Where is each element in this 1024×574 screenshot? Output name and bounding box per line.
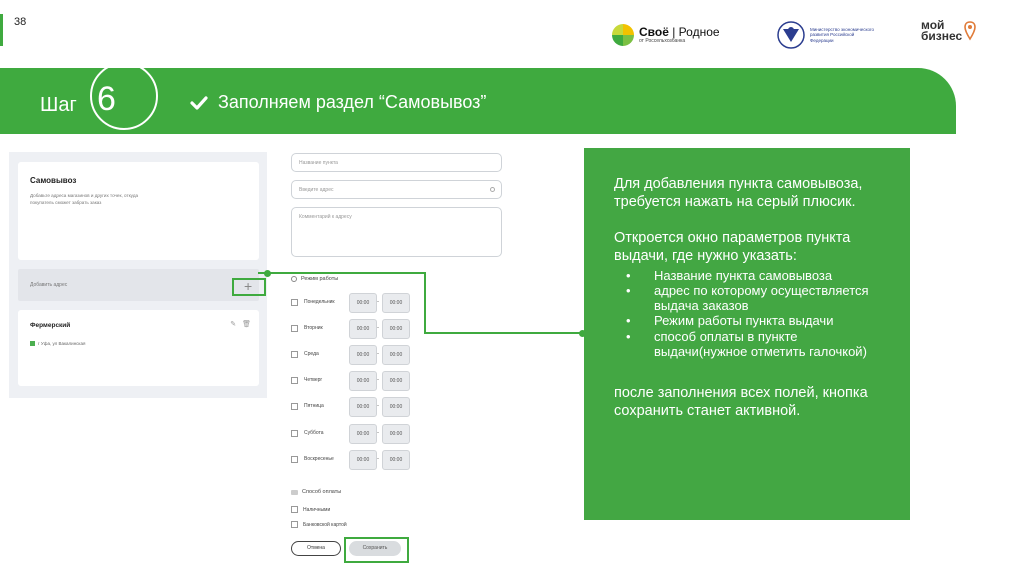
time-to-input[interactable]: 00:00 [382,397,410,417]
farm-address-text: г Уфа, ул Вакалинская [38,341,86,346]
time-from-input[interactable]: 00:00 [349,450,377,470]
time-dash: - [377,456,379,462]
instruction-list-item: • способ оплаты в пункте выдачи(нужное отметить галочкой) [614,329,882,359]
plus-icon[interactable]: + [244,278,253,294]
wallet-icon [291,490,298,495]
payment-method-text: Способ оплаты [302,489,342,495]
day-checkbox[interactable] [291,456,298,463]
time-to-input[interactable]: 00:00 [382,293,410,313]
pickup-card-title: Самовывоз [30,176,77,185]
day-row [291,450,421,470]
farm-card-title: Фермерский [30,322,71,329]
day-row [291,319,421,339]
payment-option-cash[interactable] [291,506,330,513]
time-dash: - [377,403,379,409]
instruction-list [614,268,882,359]
payment-option-label: Банковской картой [303,521,347,528]
farm-address-card [18,310,259,386]
step-label: Шаг [40,94,77,116]
time-dash: - [377,430,379,436]
slide-number: 38 [14,16,27,28]
location-icon [490,187,495,192]
payment-method-label [291,489,341,495]
time-to-input[interactable]: 00:00 [382,424,410,444]
day-checkbox[interactable] [291,430,298,437]
add-address-highlight[interactable] [232,278,266,296]
moy-biznes-line1: мой [921,18,945,32]
time-to-input[interactable]: 00:00 [382,450,410,470]
time-from-input[interactable]: 00:00 [349,293,377,313]
ministry-logo [775,20,874,50]
pickup-card [18,162,259,260]
payment-option-label: Наличными [303,506,331,513]
time-to-input[interactable]: 00:00 [382,345,410,365]
working-hours-label [291,276,338,282]
time-dash: - [377,325,379,331]
day-name: Среда [304,351,319,357]
connector-line [424,272,426,334]
farm-card-address [30,341,247,346]
day-checkbox[interactable] [291,403,298,410]
time-to-input[interactable]: 00:00 [382,319,410,339]
day-row [291,293,421,313]
working-hours-text: Режим работы [301,276,339,282]
day-row [291,397,421,417]
time-from-input[interactable]: 00:00 [349,397,377,417]
day-checkbox[interactable] [291,325,298,332]
day-name: Суббота [304,430,324,436]
day-checkbox[interactable] [291,299,298,306]
address-placeholder: Введите адрес [299,187,334,193]
pickup-settings-panel [9,152,267,398]
connector-dot [264,270,271,277]
pickup-name-input[interactable]: Название пункта [291,153,502,172]
svoe-logo-rest: | Родное [668,25,720,39]
add-address-row[interactable] [18,269,259,301]
svoe-rodnoe-logo [612,24,720,46]
save-button[interactable]: Сохранить [349,541,401,556]
payment-checkbox[interactable] [291,521,298,528]
banner-title-text: Заполняем раздел “Самовывоз” [218,92,487,112]
time-dash: - [377,351,379,357]
cancel-button[interactable]: Отмена [291,541,341,556]
time-to-input[interactable]: 00:00 [382,371,410,391]
day-row [291,371,421,391]
time-from-input[interactable]: 00:00 [349,319,377,339]
pickup-card-description: Добавьте адреса магазинов и других точек, откуда покупатель сможет забрать заказ [30,193,139,205]
instruction-list-item: • Название пункта самовывоза [614,268,882,283]
banner-title [190,92,486,113]
edit-icon[interactable]: ✎ [230,321,237,328]
add-address-label: Добавить адрес [30,282,68,288]
time-from-input[interactable]: 00:00 [349,371,377,391]
address-comment-textarea[interactable]: Комментарий к адресу [291,207,502,257]
instruction-list-item: • адрес по которому осуществляется выдача заказов [614,283,882,313]
instruction-paragraph-1: Для добавления пункта самовывоза, требуется нажать на серый плюсик. [614,176,863,210]
time-dash: - [377,299,379,305]
time-dash: - [377,377,379,383]
moy-biznes-line2: бизнес [921,29,963,44]
svoe-logo-bold: Своё [639,25,669,39]
ministry-emblem-icon [775,20,807,50]
day-row [291,424,421,444]
ministry-logo-text: Министерство экономического развития Российской Федерации [810,26,875,43]
day-row [291,345,421,365]
farm-card-tools [230,320,251,328]
instruction-list-item: • Режим работы пункта выдачи [614,313,882,328]
instruction-paragraph-2: Откроется окно параметров пункта выдачи, где нужно указать: [614,230,851,265]
clock-icon [291,276,297,282]
payment-option-card[interactable] [291,521,347,528]
day-name: Вторник [304,325,323,331]
connector-line [424,332,586,334]
instruction-paragraph-3: после заполнения всех полей, кнопка сохранить станет активной. [614,384,868,419]
location-pin-icon [964,21,976,41]
day-name: Понедельник [304,299,335,305]
delete-icon[interactable]: 🗑 [242,321,251,328]
leaf-icon [612,24,634,46]
payment-checkbox[interactable] [291,506,298,513]
accent-strip [0,14,3,46]
day-name: Пятница [304,403,324,409]
time-from-input[interactable]: 00:00 [349,424,377,444]
instruction-box [584,148,910,520]
day-checkbox[interactable] [291,351,298,358]
day-name: Четверг [304,377,323,383]
day-name: Воскресенье [304,456,334,462]
check-icon [190,96,208,110]
step-number: 6 [97,80,116,118]
connector-line [258,272,426,274]
svoe-logo-sub: от Россельхозбанка [639,38,686,44]
pickup-address-input[interactable] [291,180,502,199]
moy-biznes-logo [921,20,976,43]
day-checkbox[interactable] [291,377,298,384]
time-from-input[interactable]: 00:00 [349,345,377,365]
store-icon [30,341,35,346]
